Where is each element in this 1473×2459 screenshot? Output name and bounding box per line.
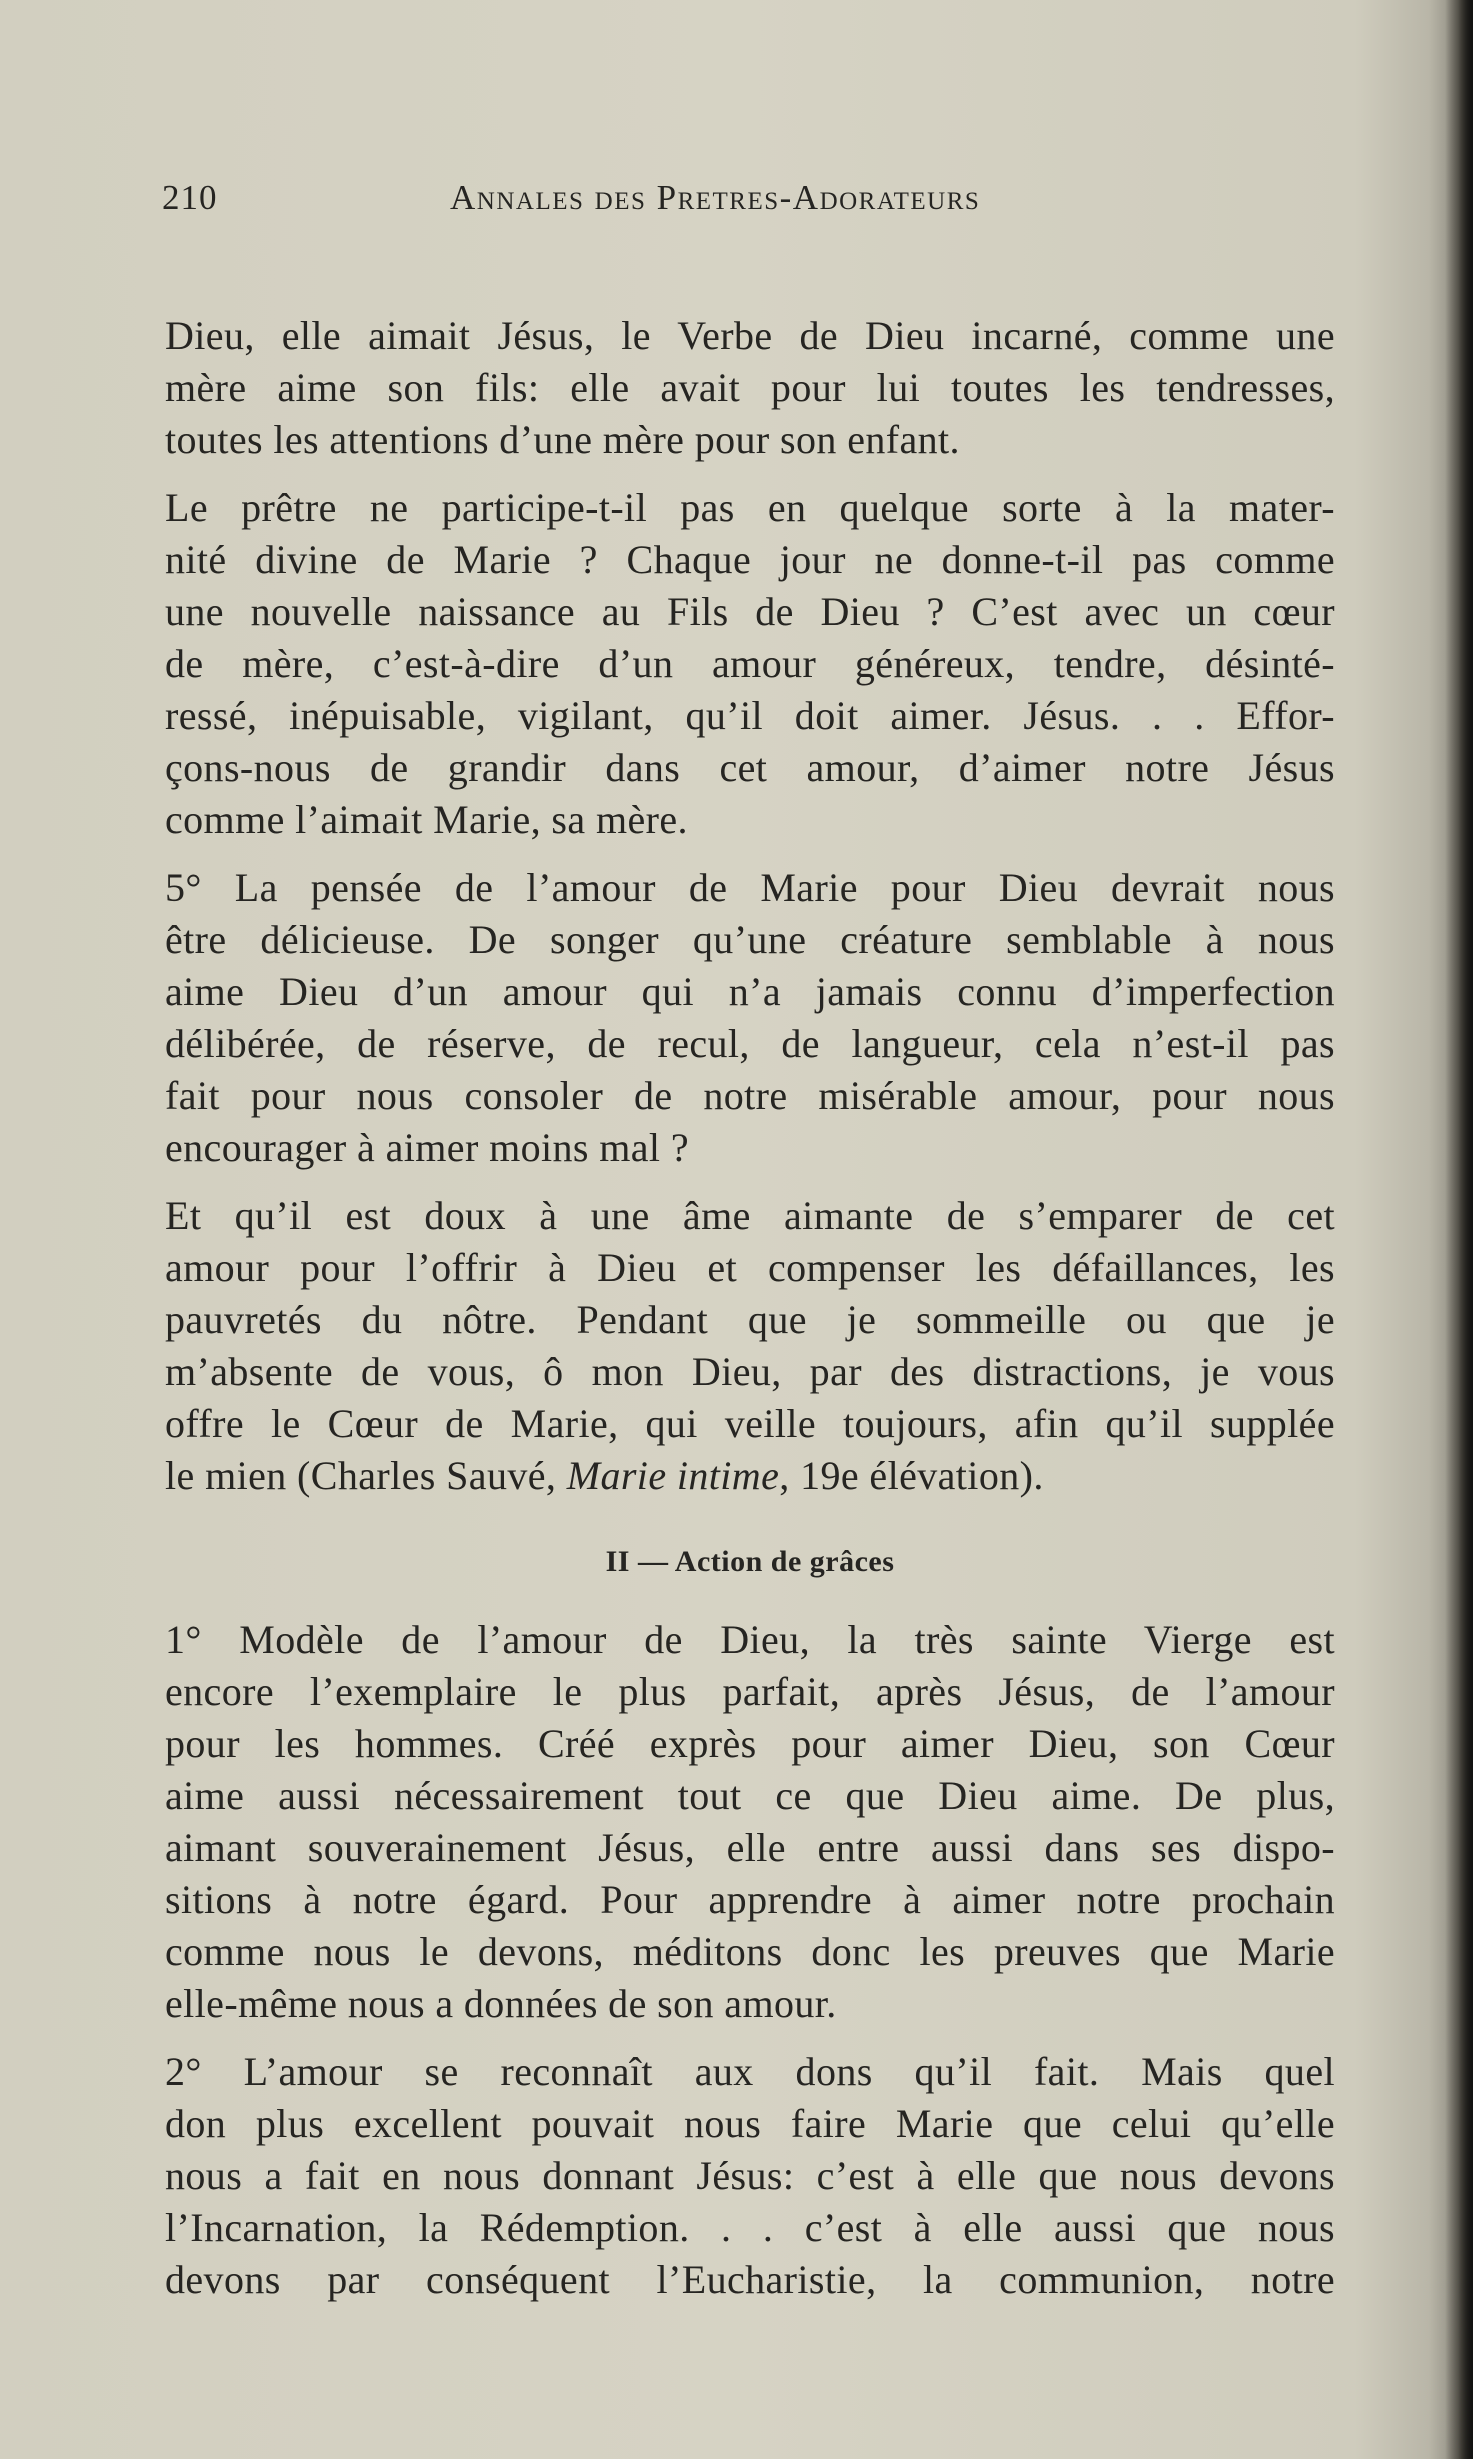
paragraph <box>165 1614 1335 2030</box>
text-line: pour les hommes. Créé exprès pour aimer Dieu, son Cœur <box>165 1721 1335 1766</box>
body-text <box>165 310 1335 2306</box>
text-line: amour pour l’offrir à Dieu et compenser les défaillances, les <box>165 1245 1335 1290</box>
text-line: délibérée, de réserve, de recul, de langueur, cela n’est-il pas <box>165 1021 1335 1066</box>
text-line: comme l’aimait Marie, sa mère. <box>165 797 688 842</box>
text-line: 1° Modèle de l’amour de Dieu, la très sainte Vierge est <box>165 1617 1335 1662</box>
text-line: 2° L’amour se reconnaît aux dons qu’il fait. Mais quel <box>165 2049 1335 2094</box>
text-line: nous a fait en nous donnant Jésus: c’est à elle que nous devons <box>165 2153 1335 2198</box>
text-line: elle-même nous a données de son amour. <box>165 1981 837 2026</box>
page-number: 210 <box>162 178 218 217</box>
text-line: encourager à aimer moins mal ? <box>165 1125 689 1170</box>
text-line: offre le Cœur de Marie, qui veille toujours, afin qu’il supplée <box>165 1401 1335 1446</box>
text-line: 5° La pensée de l’amour de Marie pour Dieu devrait nous <box>165 865 1335 910</box>
text-line: une nouvelle naissance au Fils de Dieu ? C’est avec un cœur <box>165 589 1335 634</box>
paragraph <box>165 310 1335 466</box>
text-line: Et qu’il est doux à une âme aimante de s’emparer de cet <box>165 1193 1335 1238</box>
text-line: mère aime son fils: elle avait pour lui toutes les tendresses, <box>165 365 1335 410</box>
text-line: être délicieuse. De songer qu’une créature semblable à nous <box>165 917 1335 962</box>
paragraph <box>165 1190 1335 1502</box>
page-fold-shadow <box>1445 0 1473 2459</box>
text-line: m’absente de vous, ô mon Dieu, par des distractions, je vous <box>165 1349 1335 1394</box>
text-line: Dieu, elle aimait Jésus, le Verbe de Dieu incarné, comme une <box>165 313 1335 358</box>
book-title: Marie intime <box>566 1453 780 1498</box>
text-span: le mien (Charles Sauvé, <box>165 1453 567 1498</box>
text-line: aimant souverainement Jésus, elle entre aussi dans ses dispo- <box>165 1825 1335 1870</box>
text-line: sitions à notre égard. Pour apprendre à aimer notre prochain <box>165 1877 1335 1922</box>
text-span: , 19e élévation). <box>779 1453 1044 1498</box>
text-line: encore l’exemplaire le plus parfait, après Jésus, de l’amour <box>165 1669 1335 1714</box>
section-title: II — Action de grâces <box>605 1545 895 1578</box>
running-head: Annales des Pretres-Adorateurs <box>450 178 981 217</box>
text-line: aime aussi nécessairement tout ce que Dieu aime. De plus, <box>165 1773 1335 1818</box>
text-line: ressé, inépuisable, vigilant, qu’il doit aimer. Jésus. . . Effor- <box>165 693 1335 738</box>
text-line: aime Dieu d’un amour qui n’a jamais connu d’imperfection <box>165 969 1335 1014</box>
paragraph <box>165 2046 1335 2306</box>
text-line <box>165 1450 1335 1502</box>
paragraph <box>165 862 1335 1174</box>
text-line: de mère, c’est-à-dire d’un amour généreux, tendre, désinté- <box>165 641 1335 686</box>
text-line: nité divine de Marie ? Chaque jour ne donne-t-il pas comme <box>165 537 1335 582</box>
text-line: çons-nous de grandir dans cet amour, d’aimer notre Jésus <box>165 745 1335 790</box>
page-header <box>162 178 1312 228</box>
text-line: don plus excellent pouvait nous faire Marie que celui qu’elle <box>165 2101 1335 2146</box>
text-line: fait pour nous consoler de notre misérable amour, pour nous <box>165 1073 1335 1118</box>
text-line: toutes les attentions d’une mère pour son enfant. <box>165 417 960 462</box>
text-line: l’Incarnation, la Rédemption. . . c’est à elle aussi que nous <box>165 2205 1335 2250</box>
paragraph <box>165 482 1335 846</box>
text-line: pauvretés du nôtre. Pendant que je sommeille ou que je <box>165 1297 1335 1342</box>
text-line: comme nous le devons, méditons donc les preuves que Marie <box>165 1929 1335 1974</box>
text-line: Le prêtre ne participe-t-il pas en quelque sorte à la mater- <box>165 485 1335 530</box>
text-line: devons par conséquent l’Eucharistie, la communion, notre <box>165 2257 1335 2302</box>
